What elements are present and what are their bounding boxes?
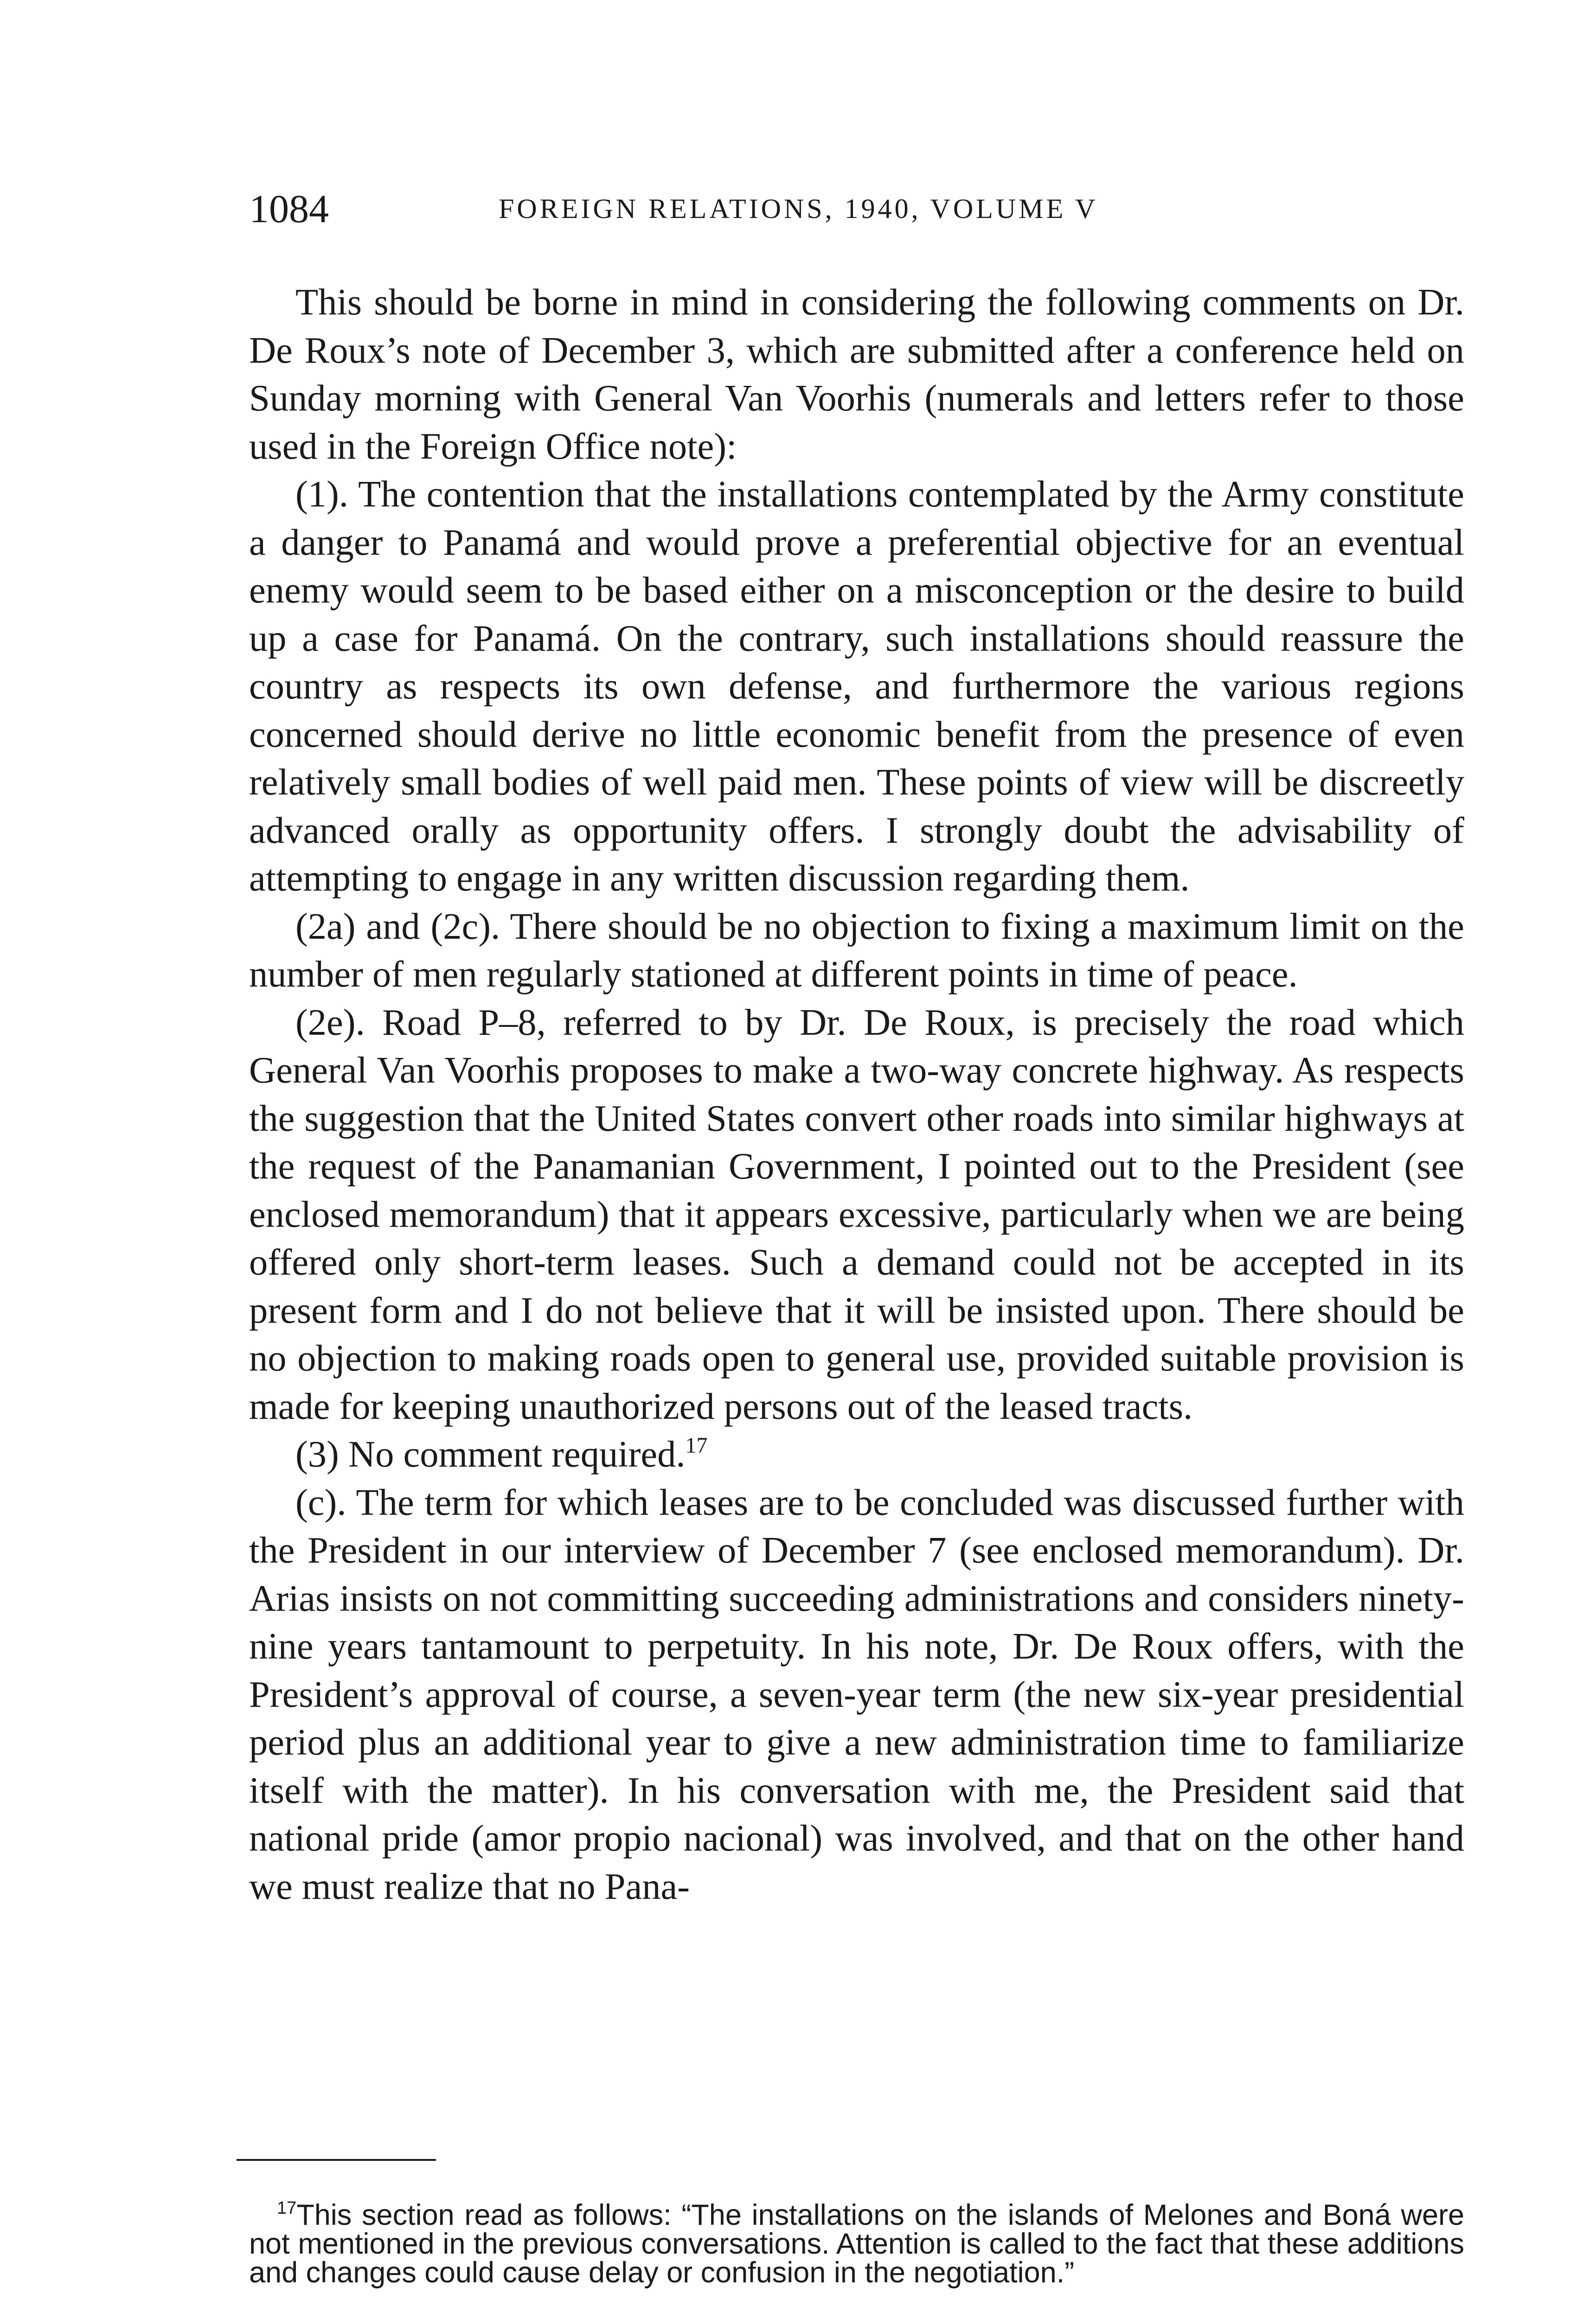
paragraph-item-3 — [249, 1430, 1464, 1479]
page-number: 1084 — [249, 186, 329, 231]
paragraph-item-2e: (2e). Road P–8, referred to by Dr. De Roux, is precisely the road which General Van Voorhis proposes to make a two-way concrete highway. As respects the suggestion that the United States convert other roads into similar highways at the request of the Panamanian Government, I pointed out to the President (see enclosed memorandum) that it appears excessive, particularly when we are being offered only short-term leases. Such a demand could not be accepted in its present form and I do not believe that it will be insisted upon. There should be no objection to making roads open to general use, provided suitable provision is made for keeping unauthorized persons out of the leased tracts. — [249, 1001, 1464, 1427]
paragraph-item-1: (1). The contention that the installations contemplated by the Army constitute a danger to Panamá and would prove a preferential objective for an eventual enemy would seem to be based either on a misconception or the desire to build up a case for Panamá. On the contrary, such installations should reassure the country as respects its own defense, and furthermore the various regions concerned should derive no little economic benefit from the presence of even relatively small bodies of well paid men. These points of view will be discreetly advanced orally as opportunity offers. I strongly doubt the advisability of attempting to engage in any written discussion regarding them. — [249, 474, 1464, 899]
footnote-divider — [237, 2159, 436, 2161]
page-header — [249, 183, 1464, 234]
footnote-reference: 17 — [685, 1433, 708, 1458]
paragraph-item-2a-2c: (2a) and (2c). There should be no objection to fixing a maximum limit on the number of men regularly stationed at different points in time of peace. — [249, 905, 1464, 995]
footnote — [249, 2198, 1464, 2289]
footnote-marker: 17 — [277, 2198, 297, 2218]
body-text — [249, 278, 1464, 1910]
paragraph-item-c: (c). The term for which leases are to be concluded was discussed further with the President in our interview of December 7 (see enclosed memorandum). Dr. Arias insists on not committing succeeding administrations and considers ninety-nine years tantamount to perpetuity. In his note, Dr. De Roux offers, with the President’s approval of course, a seven-year term (the new six-year presidential period plus an additional year to give a new administration time to familiarize itself with the matter). In his conversation with me, the President said that national pride (amor propio nacional) was involved, and that on the other hand we must realize that no Pana- — [249, 1481, 1464, 1907]
paragraph-intro: This should be borne in mind in considering the following comments on Dr. De Roux’s note of December 3, which are submitted after a conference held on Sunday morning with General Van Voorhis (numerals and letters refer to those used in the Foreign Office note): — [249, 282, 1464, 467]
footnote-text: This section read as follows: “The installations on the islands of Melones and Boná were not mentioned in the previous conversations. Attention is called to the fact that these additions and changes could cause delay or confusion in the negotiation.” — [249, 2199, 1464, 2289]
paragraph-item-3-text: (3) No comment required. — [295, 1434, 686, 1475]
running-head: FOREIGN RELATIONS, 1940, VOLUME V — [499, 193, 1098, 224]
